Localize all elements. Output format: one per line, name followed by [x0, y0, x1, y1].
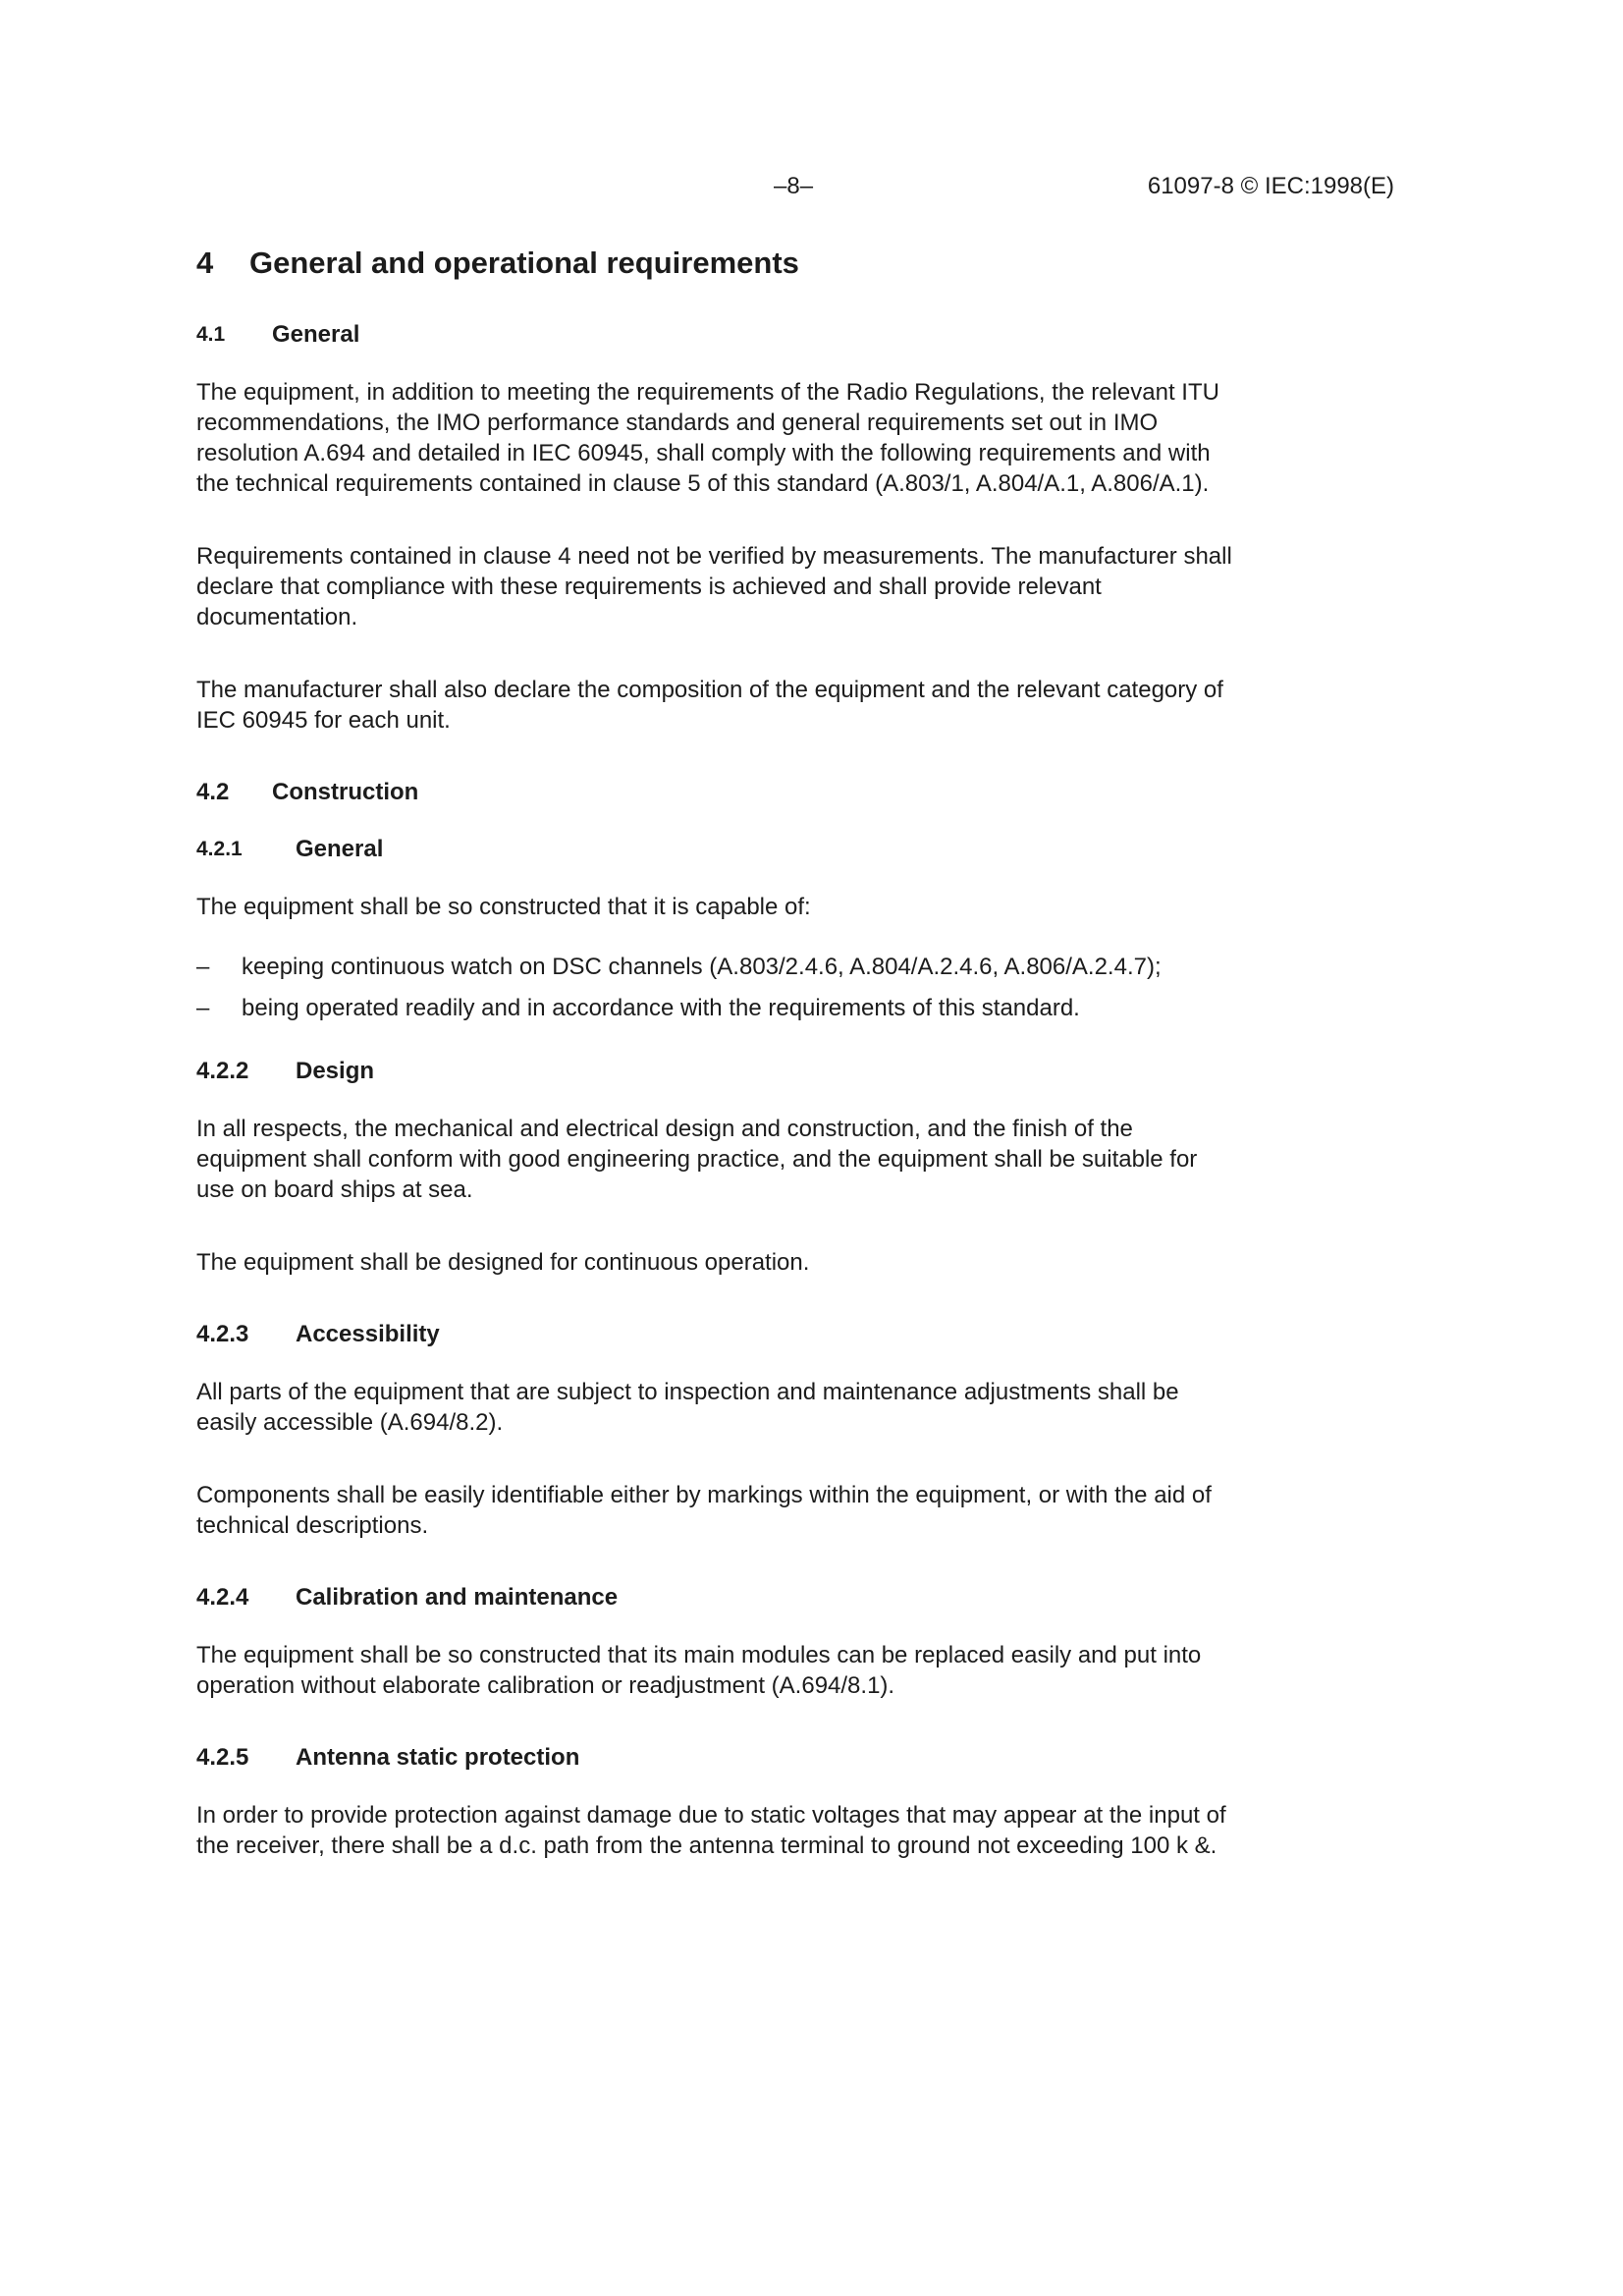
- paragraph: Components shall be easily identifiable either by markings within the equipment, or with the aid of technical descriptions.: [196, 1482, 1212, 1539]
- paragraph: In order to provide protection against damage due to static voltages that may appear at the input of the receiver, there shall be a d.c. path from the antenna terminal to ground not exceeding 100 k &.: [196, 1802, 1226, 1859]
- clause-heading-4-2-2: [196, 1057, 1257, 1086]
- clause-heading-4-2-5: [196, 1743, 1257, 1773]
- page-number: –8–: [774, 173, 814, 199]
- list-item-text: being operated readily and in accordance with the requirements of this standard.: [242, 995, 1080, 1021]
- subsection-number: 4.2: [196, 779, 230, 805]
- clause-number: 4.2.3: [196, 1321, 249, 1347]
- section-title: General and operational requirements: [249, 246, 799, 280]
- subsection-number: 4.1: [196, 323, 226, 346]
- clause-title: Accessibility: [296, 1321, 440, 1347]
- clause-number: 4.2.4: [196, 1584, 249, 1611]
- paragraph: Requirements contained in clause 4 need not be verified by measurements. The manufacturer shall declare that compliance with these requirements is achieved and shall provide relevant documentation.: [196, 543, 1232, 630]
- document-id: 61097-8 © IEC:1998(E): [1147, 173, 1394, 199]
- paragraph: The equipment shall be so constructed that it is capable of:: [196, 894, 811, 920]
- subsection-title: Construction: [272, 779, 419, 805]
- list-item-text: keeping continuous watch on DSC channels (A.803/2.4.6, A.804/A.2.4.6, A.806/A.2.4.7);: [242, 954, 1162, 980]
- clause-number: 4.2.2: [196, 1058, 249, 1084]
- list-item: [196, 952, 1257, 982]
- clause-heading-4-2-1: [196, 835, 1257, 864]
- paragraph: The equipment, in addition to meeting the requirements of the Radio Regulations, the relevant ITU recommendations, the IMO performance standards and general requirements set out in IMO resolution A.694 and detailed in IEC 60945, shall comply with the following requirements and with the technical requirements contained in clause 5 of this standard (A.803/1, A.804/A.1, A.806/A.1).: [196, 379, 1219, 497]
- list-item: [196, 993, 1257, 1023]
- subsection-title: General: [272, 321, 360, 348]
- subsection-heading-4-2: [196, 778, 1257, 807]
- section-heading-4: [196, 246, 1257, 281]
- paragraph: The equipment shall be designed for continuous operation.: [196, 1249, 810, 1276]
- requirement-list: [196, 952, 1257, 1023]
- clause-heading-4-2-3: [196, 1320, 1257, 1349]
- paragraph: All parts of the equipment that are subject to inspection and maintenance adjustments shall be easily accessible (A.694/8.2).: [196, 1379, 1179, 1436]
- clause-title: General: [296, 836, 384, 862]
- clause-number: 4.2.1: [196, 838, 243, 860]
- paragraph: The equipment shall be so constructed that its main modules can be replaced easily and put into operation without elaborate calibration or readjustment (A.694/8.1).: [196, 1642, 1202, 1699]
- clause-title: Antenna static protection: [296, 1744, 580, 1771]
- clause-title: Design: [296, 1058, 375, 1084]
- section-number: 4: [196, 246, 214, 280]
- clause-title: Calibration and maintenance: [296, 1584, 619, 1611]
- paragraph: In all respects, the mechanical and electrical design and construction, and the finish of the equipment shall conform with good engineering practice, and the equipment shall be suitable for use on board ships at sea.: [196, 1116, 1198, 1203]
- clause-number: 4.2.5: [196, 1744, 249, 1771]
- list-dash: –: [196, 954, 210, 980]
- clause-heading-4-2-4: [196, 1583, 1257, 1613]
- subsection-heading-4-1: [196, 320, 1257, 350]
- list-dash: –: [196, 995, 210, 1021]
- page-content: [196, 246, 1257, 1903]
- paragraph: The manufacturer shall also declare the composition of the equipment and the relevant category of IEC 60945 for each unit.: [196, 677, 1223, 734]
